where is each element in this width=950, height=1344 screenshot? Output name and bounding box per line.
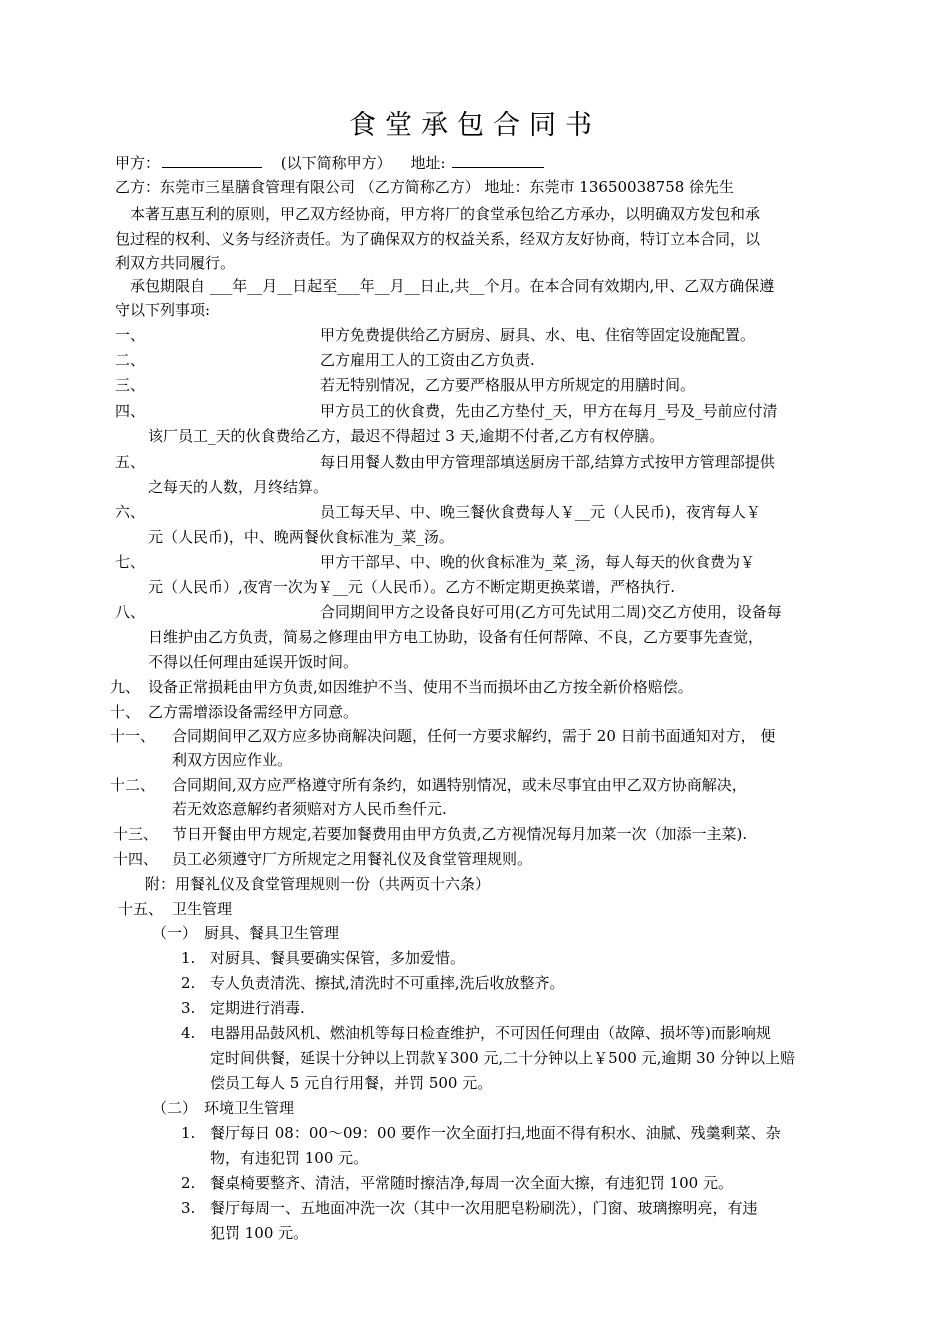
item-4-number: 四、	[115, 402, 146, 420]
item-4-text-1: 甲方员工的伙食费，先由乙方垫付_天，甲方在每月_号及_号前应付清	[320, 402, 778, 420]
document-title: 食堂承包合同书	[349, 110, 601, 141]
sub2-item-1-text-1: 餐厅每日 08：00～09：00 要作一次全面打扫,地面不得有积水、油腻、残羹剩菜、杂	[210, 1124, 781, 1142]
intro-line-1: 本著互惠互利的原则，甲乙双方经协商，甲方将厂的食堂承包给乙方承办，以明确双方发包和承	[130, 205, 761, 223]
term-line-1: 承包期限自 ___年__月__日起至___年__月__日止,共__个月。在本合同有效期内,甲、乙双方确保遵	[130, 277, 775, 295]
sub1-item-1-number: 1.	[181, 949, 196, 967]
item-13-text: 节日开餐由甲方规定,若要加餐费用由甲方负责,乙方视情况每月加菜一次（加添一主菜).	[172, 825, 748, 843]
item-7-text-2: 元（人民币）,夜宵一次为￥__元（人民币）。乙方不断定期更换菜谱，严格执行.	[148, 578, 676, 596]
item-5-text-1: 每日用餐人数由甲方管理部填送厨房干部,结算方式按甲方管理部提供	[320, 453, 775, 471]
item-11-text-1: 合同期间甲乙双方应多协商解决问题，任何一方要求解约，需于 20 日前书面通知对方， 便	[172, 727, 776, 745]
sub1-item-2-text: 专人负责清洗、擦拭,清洗时不可重摔,洗后收放整齐。	[210, 974, 565, 992]
item-10-text: 乙方需增添设备需经甲方同意。	[148, 703, 359, 721]
intro-line-2: 包过程的权利、义务与经济责任。为了确保双方的权益关系，经双方友好协商，特订立本合同，以	[115, 230, 761, 248]
sub1-item-4-text-2: 定时间供餐，延误十分钟以上罚款￥300 元,二十分钟以上￥500 元,逾期 30 分钟以上赔	[210, 1049, 795, 1067]
sub1-item-1-text: 对厨具、餐具要确实保管，多加爱惜。	[210, 949, 466, 967]
item-2-number: 二、	[115, 351, 146, 369]
term-line-2: 守以下列事项:	[115, 301, 211, 319]
sub1-item-3-number: 3.	[181, 999, 196, 1017]
item-12-text-1: 合同期间,双方应严格遵守所有条约，如遇特别情况，或未尽事宜由甲乙双方协商解决，	[172, 776, 747, 794]
item-8-text-2: 日维护由乙方负责，简易之修理由甲方电工协助，设备有任何帮障、不良，乙方要事先查觉，	[148, 628, 764, 646]
item-1-text: 甲方免费提供给乙方厨房、厨具、水、电、住宿等固定设施配置。	[320, 326, 756, 344]
item-8-text-3: 不得以任何理由延误开饭时间。	[148, 653, 359, 671]
item-8-text-1: 合同期间甲方之设备良好可用(乙方可先试用二周)交乙方使用，设备每	[320, 603, 782, 621]
item-6-number: 六、	[115, 503, 146, 521]
sub1-item-2-number: 2.	[181, 974, 196, 992]
section-15-number: 十五、	[118, 900, 164, 918]
party-a-address-blank	[452, 151, 544, 168]
item-9-number: 九、	[110, 678, 141, 696]
item-11-number: 十一、	[110, 727, 156, 745]
item-3-text: 若无特别情况，乙方要严格服从甲方所规定的用膳时间。	[320, 376, 696, 394]
party-a-address-label: 地址:	[410, 154, 446, 172]
item-7-number: 七、	[115, 553, 146, 571]
sub2-item-2-number: 2.	[181, 1174, 196, 1192]
item-6-text-1: 员工每天早、中、晚三餐伙食费每人￥__元（人民币)，夜宵每人￥	[320, 503, 761, 521]
sub1-item-4-text-1: 电器用品鼓风机、燃油机等每日检查维护，不可因任何理由（故障、损坏等)而影响规	[210, 1024, 771, 1042]
party-a-label: 甲方：	[115, 154, 161, 172]
item-7-text-1: 甲方干部早、中、晚的伙食标准为_菜_汤，每人每天的伙食费为￥	[320, 553, 756, 571]
intro-line-3: 利双方共同履行。	[115, 254, 236, 272]
item-12-number: 十二、	[110, 776, 156, 794]
item-14-number: 十四、	[113, 850, 159, 868]
sub2-item-3-number: 3.	[181, 1199, 196, 1217]
sub2-item-1-number: 1.	[181, 1124, 196, 1142]
sub2-item-2-text: 餐桌椅要整齐、清洁，平常随时擦洁净,每周一次全面大擦，有违犯罚 100 元。	[210, 1174, 733, 1192]
sub1-item-4-text-3: 偿员工每人 5 元自行用餐，并罚 500 元。	[210, 1074, 493, 1092]
sub2-item-3-text-1: 餐厅每周一、五地面冲洗一次（其中一次用肥皂粉刷洗），门窗、玻璃擦明亮，有违	[210, 1199, 758, 1217]
item-3-number: 三、	[115, 376, 146, 394]
item-10-number: 十、	[110, 703, 141, 721]
item-12-text-2: 若无效恣意解约者须赔对方人民币叁仟元.	[172, 800, 447, 818]
party-b-line: 乙方：东莞市三星膳食管理有限公司 （乙方简称乙方） 地址：东莞市 13650038758 徐先生	[115, 178, 735, 196]
subsection-1-title: 厨具、餐具卫生管理	[204, 924, 340, 942]
sub1-item-3-text: 定期进行消毒.	[210, 999, 305, 1017]
sub2-item-1-text-2: 物，有违犯罚 100 元。	[210, 1149, 369, 1167]
item-1-number: 一、	[115, 326, 146, 344]
item-6-text-2: 元（人民币)，中、晚两餐伙食标准为_菜_汤。	[148, 528, 454, 546]
section-15-title: 卫生管理	[172, 900, 233, 918]
item-11-text-2: 利双方因应作业。	[172, 751, 293, 769]
item-5-text-2: 之每天的人数，月终结算。	[148, 478, 329, 496]
item-14-text: 员工必须遵守厂方所规定之用餐礼仪及食堂管理规则。	[172, 850, 533, 868]
item-8-number: 八、	[115, 603, 146, 621]
item-4-text-2: 该厂员工_天的伙食费给乙方，最迟不得超过 3 天,逾期不付者,乙方有权停膳。	[148, 427, 665, 445]
sub2-item-3-text-2: 犯罚 100 元。	[210, 1224, 309, 1242]
subsection-1-number: （一）	[152, 924, 198, 942]
subsection-2-number: （二）	[152, 1099, 198, 1117]
item-5-number: 五、	[115, 453, 146, 471]
sub1-item-4-number: 4.	[181, 1024, 196, 1042]
item-9-text: 设备正常损耗由甲方负责,如因维护不当、使用不当而损坏由乙方按全新价格赔偿。	[148, 678, 693, 696]
party-a-note: (以下简称甲方）	[280, 154, 392, 172]
attachment-note: 附：用餐礼仪及食堂管理规则一份（共两页十六条）	[145, 875, 491, 893]
subsection-2-title: 环境卫生管理	[204, 1099, 295, 1117]
item-13-number: 十三、	[113, 825, 159, 843]
party-a-line	[115, 151, 544, 175]
item-2-text: 乙方雇用工人的工资由乙方负责.	[320, 351, 535, 369]
party-a-blank	[162, 151, 262, 168]
